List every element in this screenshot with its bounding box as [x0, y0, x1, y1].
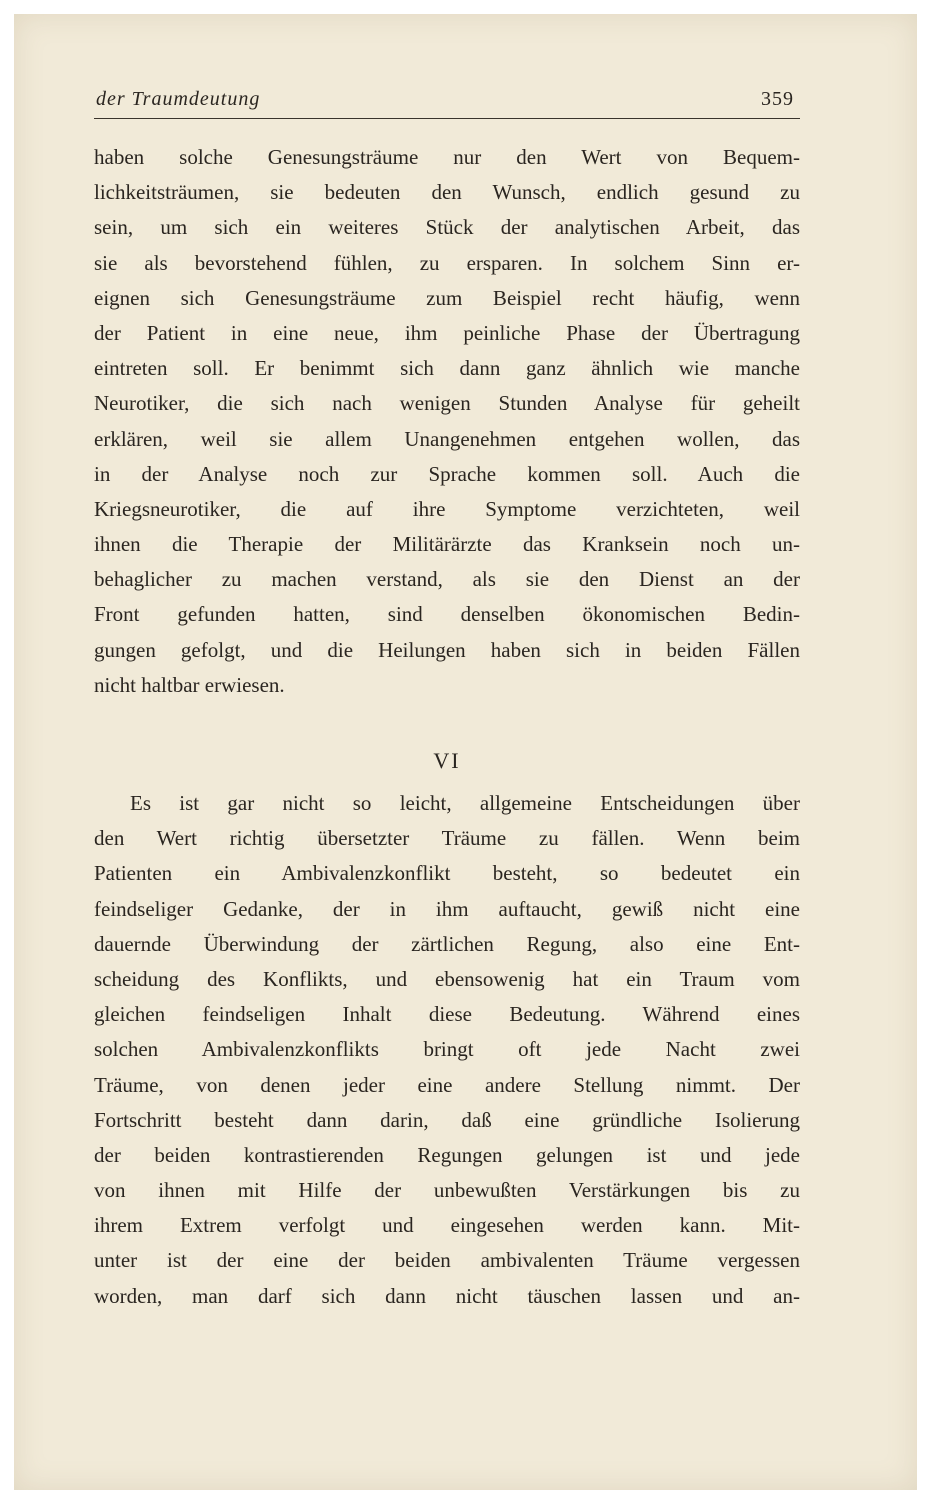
text-line: gungen gefolgt, und die Heilungen haben sich in beiden Fällen [94, 637, 800, 662]
text-line: nicht haltbar erwiesen. [94, 672, 285, 697]
text-line: behaglicher zu machen verstand, als sie den Dienst an der [94, 567, 800, 592]
section-heading: VI [433, 748, 461, 773]
text-line: worden, man darf sich dann nicht täuschen lassen und an- [94, 1283, 800, 1308]
text-line: ihrem Extrem verfolgt und eingesehen werden kann. Mit- [94, 1213, 800, 1238]
text-line: lichkeitsträumen, sie bedeuten den Wunsch, endlich gesund zu [94, 180, 800, 205]
text-line: feindseliger Gedanke, der in ihm auftaucht, gewiß nicht eine [94, 896, 800, 921]
text-line: eintreten soll. Er benimmt sich dann ganz ähnlich wie manche [94, 356, 800, 381]
text-line: Patienten ein Ambivalenzkonflikt besteht, so bedeutet ein [94, 861, 800, 886]
book-page [14, 14, 917, 1490]
paragraph-2 [94, 786, 800, 1314]
text-line: haben solche Genesungsträume nur den Wert von Bequem- [94, 145, 800, 169]
text-line: von ihnen mit Hilfe der unbewußten Verstärkungen bis zu [94, 1178, 800, 1203]
running-header [94, 88, 800, 119]
text-line: unter ist der eine der beiden ambivalenten Träume vergessen [94, 1248, 800, 1273]
text-line: in der Analyse noch zur Sprache kommen soll. Auch die [94, 461, 800, 486]
text-line: Front gefunden hatten, sind denselben ökonomischen Bedin- [94, 602, 800, 627]
text-line: der beiden kontrastierenden Regungen gelungen ist und jede [94, 1142, 800, 1167]
paragraph-1 [94, 140, 800, 703]
text-line: der Patient in eine neue, ihm peinliche Phase der Übertragung [94, 320, 800, 345]
text-line: Fortschritt besteht dann darin, daß eine gründliche Isolierung [94, 1107, 800, 1132]
text-line: dauernde Überwindung der zärtlichen Regung, also eine Ent- [94, 931, 800, 956]
text-line: sein, um sich ein weiteres Stück der analytischen Arbeit, das [94, 215, 800, 240]
text-line: scheidung des Konflikts, und ebensowenig hat ein Traum vom [94, 966, 800, 991]
text-line: sie als bevorstehend fühlen, zu ersparen. In solchem Sinn er- [94, 250, 800, 275]
text-line: Kriegsneurotiker, die auf ihre Symptome verzichteten, weil [94, 496, 800, 521]
text-line: Träume, von denen jeder eine andere Stellung nimmt. Der [94, 1072, 800, 1097]
text-line: solchen Ambivalenzkonflikts bringt oft jede Nacht zwei [94, 1037, 800, 1062]
text-line: erklären, weil sie allem Unangenehmen entgehen wollen, das [94, 426, 800, 451]
page-number: 359 [761, 88, 794, 110]
text-line: den Wert richtig übersetzter Träume zu fällen. Wenn beim [94, 826, 800, 851]
text-line: ihnen die Therapie der Militärärzte das Kranksein noch un- [94, 532, 800, 557]
text-line: gleichen feindseligen Inhalt diese Bedeutung. Während eines [94, 1002, 800, 1027]
running-title: der Traumdeutung [96, 88, 261, 110]
text-line: Neurotiker, die sich nach wenigen Stunden Analyse für geheilt [94, 391, 800, 416]
text-line: eignen sich Genesungsträume zum Beispiel recht häufig, wenn [94, 285, 800, 310]
text-line: Es ist gar nicht so leicht, allgemeine Entscheidungen über [130, 791, 800, 815]
